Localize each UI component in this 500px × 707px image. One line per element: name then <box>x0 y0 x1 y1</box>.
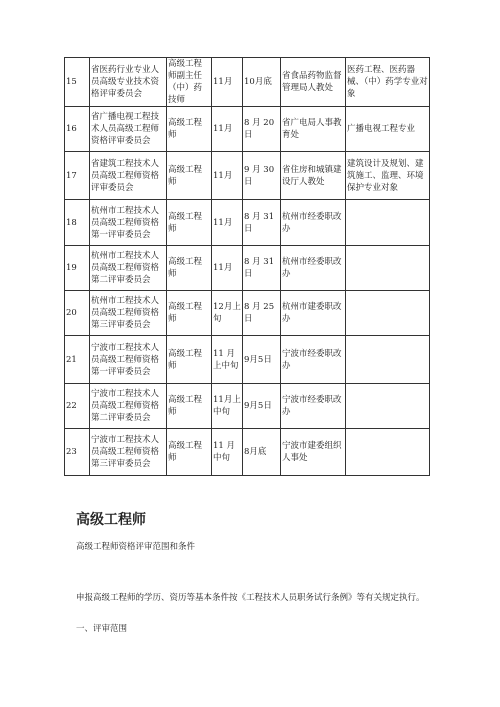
table-cell: 10月底 <box>243 58 281 107</box>
table-cell: 宁波市工程技术人员高级工程师资格第一评审委员会 <box>90 336 167 384</box>
table-cell: 杭州市工程技术人员高级工程师资格第一评审委员会 <box>90 200 167 246</box>
table-cell: 11月 <box>212 246 243 291</box>
table-cell: 宁波市工程技术人员高级工程师资格第三评审委员会 <box>90 429 167 476</box>
table-cell: 11 月上中旬 <box>212 336 243 384</box>
table-cell: 9月5日 <box>243 336 281 384</box>
table-cell: 高级工程师 <box>167 200 212 246</box>
table-cell <box>346 246 430 291</box>
table-cell: 17 <box>65 152 90 200</box>
table-cell <box>346 200 430 246</box>
table-cell: 医药工程、医药器械、（中）药学专业对象 <box>346 58 430 107</box>
table-row <box>65 336 430 384</box>
table-cell: 高级工程师 <box>167 336 212 384</box>
table-cell <box>346 384 430 429</box>
table-cell: 杭州市经委职改办 <box>281 200 346 246</box>
table-cell: 9 月 30日 <box>243 152 281 200</box>
table-cell: 省建筑工程技术人员高级工程师资格评审委员会 <box>90 152 167 200</box>
table-cell: 杭州市工程技术人员高级工程师资格第二评审委员会 <box>90 246 167 291</box>
table-cell: 16 <box>65 107 90 152</box>
table-cell: 8月底 <box>243 429 281 476</box>
table-row <box>65 246 430 291</box>
table-cell: 宁波市经委职改办 <box>281 336 346 384</box>
table-row <box>65 58 430 107</box>
table-row <box>65 107 430 152</box>
table-cell: 11月 <box>212 152 243 200</box>
table-cell: 杭州市建委职改办 <box>281 291 346 336</box>
table-cell: 22 <box>65 384 90 429</box>
table-cell: 省广播电视工程技术人员高级工程师资格评审委员会 <box>90 107 167 152</box>
committee-table <box>64 57 430 476</box>
table-cell: 高级工程师副主任（中）药技师 <box>167 58 212 107</box>
table-row <box>65 291 430 336</box>
table-cell: 19 <box>65 246 90 291</box>
table-cell: 宁波市经委职改办 <box>281 384 346 429</box>
table-cell: 11 月中旬 <box>212 429 243 476</box>
table-cell <box>346 429 430 476</box>
table-cell: 建筑设计及规划、建筑施工、监理、环境保护专业对象 <box>346 152 430 200</box>
table-cell: 省住房和城镇建设厅人教处 <box>281 152 346 200</box>
table-cell: 11月上中旬 <box>212 384 243 429</box>
table-cell: 18 <box>65 200 90 246</box>
table-row <box>65 384 430 429</box>
body-paragraph: 申报高级工程师的学历、资历等基本条件按《工程技术人员职务试行条例》等有关规定执行。 <box>76 593 425 603</box>
table-cell: 15 <box>65 58 90 107</box>
table-cell: 广播电视工程专业 <box>346 107 430 152</box>
table-cell: 8 月 31日 <box>243 246 281 291</box>
table-cell: 23 <box>65 429 90 476</box>
table-cell: 高级工程师 <box>167 384 212 429</box>
table-cell: 高级工程师 <box>167 429 212 476</box>
table-cell: 高级工程师 <box>167 152 212 200</box>
table-cell: 宁波市工程技术人员高级工程师资格第二评审委员会 <box>90 384 167 429</box>
table-cell: 8 月 25日 <box>243 291 281 336</box>
table-cell: 11月 <box>212 58 243 107</box>
table-row <box>65 200 430 246</box>
page-heading: 高级工程师 <box>76 512 146 528</box>
table-cell: 20 <box>65 291 90 336</box>
table-cell: 杭州市经委职改办 <box>281 246 346 291</box>
table-cell: 高级工程师 <box>167 107 212 152</box>
table-cell: 杭州市工程技术人员高级工程师资格第三评审委员会 <box>90 291 167 336</box>
table-cell: 12月上旬 <box>212 291 243 336</box>
table-cell: 21 <box>65 336 90 384</box>
table-cell: 11月 <box>212 107 243 152</box>
table-cell: 省食品药物监督管理局人教处 <box>281 58 346 107</box>
table-row <box>65 152 430 200</box>
table-cell: 11月 <box>212 200 243 246</box>
table-cell <box>346 336 430 384</box>
table-cell: 9月5日 <box>243 384 281 429</box>
table-row <box>65 429 430 476</box>
table-cell: 高级工程师 <box>167 291 212 336</box>
section-heading: 一、评审范围 <box>76 624 128 634</box>
table-cell: 8 月 31日 <box>243 200 281 246</box>
table-cell: 宁波市建委组织人事处 <box>281 429 346 476</box>
table-cell <box>346 291 430 336</box>
table-cell: 8 月 20日 <box>243 107 281 152</box>
table-cell: 省医药行业专业人员高级专业技术资格评审委员会 <box>90 58 167 107</box>
table-cell: 高级工程师 <box>167 246 212 291</box>
subtitle: 高级工程师资格评审范围和条件 <box>76 542 196 552</box>
committee-table-body <box>65 58 430 476</box>
table-cell: 省广电局人事教育处 <box>281 107 346 152</box>
